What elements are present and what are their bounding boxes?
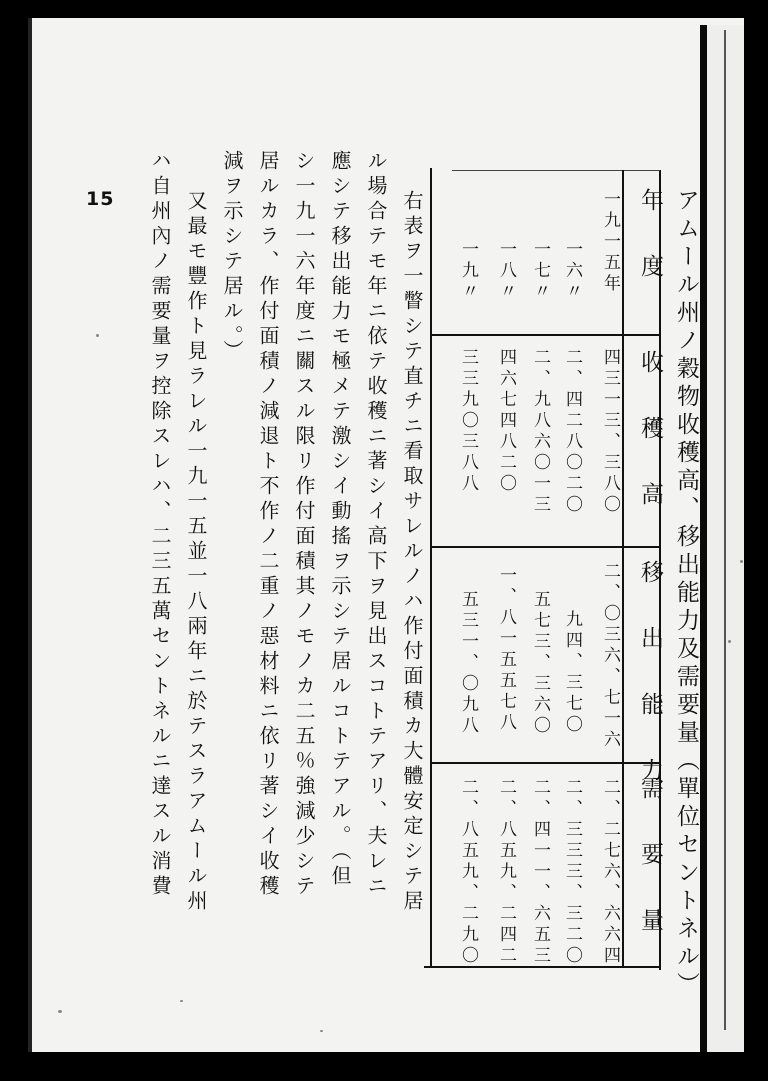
paragraph-line: ハ自州內ノ需要量ヲ控除スレハ、二三五萬セントネルニ達スル消費 bbox=[148, 150, 172, 900]
table-cell-harvest: 三三九〇三八八 bbox=[458, 348, 478, 495]
table-cell-year: 一九〃 bbox=[458, 240, 478, 303]
table-cell-year: 一六〃 bbox=[562, 240, 582, 303]
scan-noise bbox=[728, 640, 731, 643]
paragraph-line: 減ヲ示シテ居ル。） bbox=[220, 150, 244, 365]
paragraph-line: 應シテ移出能力モ極メテ激シイ動搖ヲ示シテ居ルコトテアル。（但 bbox=[328, 150, 352, 890]
scan-noise bbox=[96, 334, 99, 337]
paragraph-line: 居ルカラ、作付面積ノ減退ト不作ノ二重ノ惡材料ニ依リ著シイ收穫 bbox=[256, 150, 280, 900]
header-year: 年 度 bbox=[637, 188, 663, 287]
scan-noise bbox=[320, 1030, 323, 1032]
paragraph-line: シ一九一六年度ニ關スル限リ作付面積其ノモノカ二五％強減少シテ bbox=[292, 150, 316, 900]
table-cell-demand: 二、八五九、二九〇 bbox=[458, 778, 478, 967]
scan-noise bbox=[740, 560, 743, 563]
paragraph-line: 又最モ豐作ト見ラレル一九一五並一八兩年ニ於テスラアムール州 bbox=[184, 190, 208, 915]
header-harvest: 收 穫 高 bbox=[637, 350, 663, 515]
header-demand: 需 要 量 bbox=[637, 776, 663, 941]
paragraph-line: 右表ヲ一瞥シテ直チニ看取サレルノハ作付面積カ大體安定シテ居 bbox=[400, 190, 424, 915]
table-cell-harvest: 二、九八六〇一三 bbox=[530, 348, 550, 516]
table-border-top bbox=[452, 170, 660, 171]
scan-noise bbox=[58, 1010, 62, 1013]
row-divider-1 bbox=[432, 334, 660, 336]
table-cell-export: 二、〇三六、七一六 bbox=[600, 562, 620, 751]
scan-noise bbox=[180, 1000, 183, 1002]
table-border-header bbox=[430, 168, 432, 968]
table-cell-demand: 二、三三三、三二〇 bbox=[562, 778, 582, 967]
table-cell-year: 一八〃 bbox=[496, 240, 516, 303]
page-left-edge bbox=[28, 18, 32, 1052]
row-divider-3 bbox=[432, 762, 660, 764]
table-cell-year: 一七〃 bbox=[530, 240, 550, 303]
table-cell-export: 九四、三七〇 bbox=[562, 610, 582, 736]
table-cell-demand: 二、四一一、六五三 bbox=[530, 778, 550, 967]
row-divider-2 bbox=[432, 546, 660, 548]
table-cell-harvest: 四三一三、三八〇 bbox=[600, 348, 620, 516]
page-number: 15 bbox=[86, 188, 115, 210]
header-export: 移 出 能 力 bbox=[637, 560, 663, 791]
table-cell-export: 一、八一五五七八 bbox=[496, 566, 516, 734]
paragraph-line: ル場合テモ年ニ依テ收穫ニ著シイ高下ヲ見出スコトテアリ、夫レニ bbox=[364, 150, 388, 900]
table-cell-export: 五七三、三六〇 bbox=[530, 590, 550, 737]
table-cell-harvest: 四六七四八二〇 bbox=[496, 348, 516, 495]
table-title: アムール州ノ穀物收穫高、移出能力及需要量（單位セントネル） bbox=[673, 188, 699, 1000]
table-cell-demand: 二、二七六、六六四 bbox=[600, 778, 620, 967]
binding-line bbox=[724, 30, 726, 1030]
table-cell-harvest: 二、四二八〇二〇 bbox=[562, 348, 582, 516]
table-cell-demand: 二、八五九、二四二 bbox=[496, 778, 516, 967]
table-cell-export: 五三一、〇九八 bbox=[458, 590, 478, 737]
table-cell-year: 一九一五年 bbox=[600, 190, 620, 295]
